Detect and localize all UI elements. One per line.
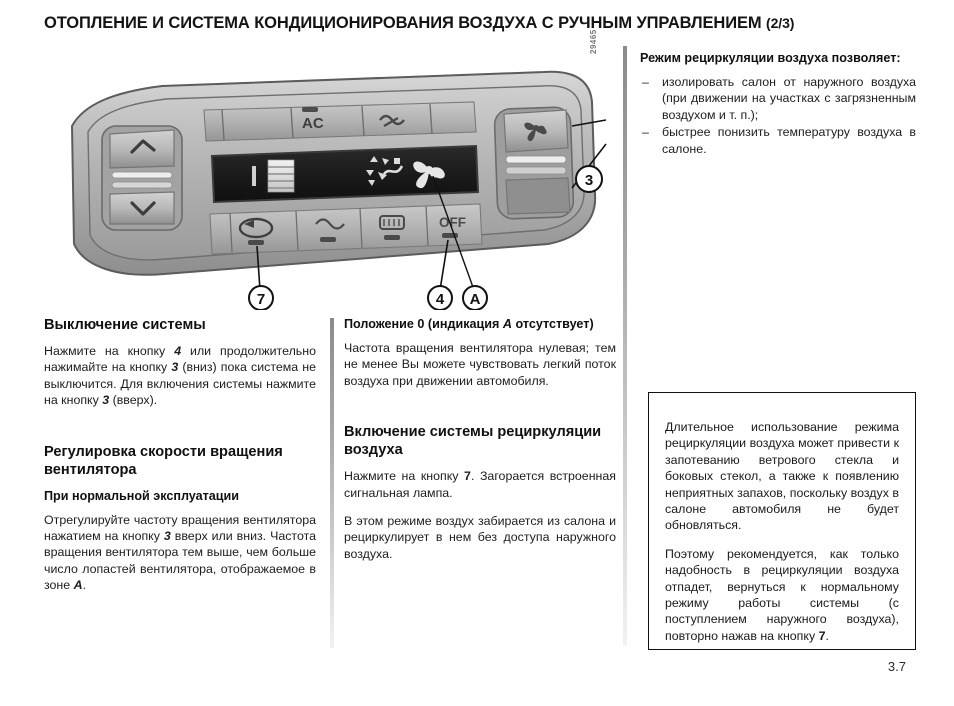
- right-rocker-down-button[interactable]: [506, 178, 570, 214]
- spacer: [44, 421, 316, 443]
- txt: Поэтому рекомендуется, как только надобность в рециркуляции воздуха отпадет, вернуться к нормальному режиму работы системы (с поступлением наружного воздуха), повторно нажав на кнопку: [665, 546, 899, 643]
- txt: вверх или вниз. Частота вращения вентилятора тем выше, чем больше число лопастей вентилятора, отображаемое в зоне: [44, 529, 317, 593]
- right-rocker-switch[interactable]: [494, 107, 574, 220]
- txt: (вверх).: [109, 393, 158, 408]
- callout-4-label: 4: [435, 291, 445, 308]
- callout-7: [249, 286, 273, 310]
- txt: .: [825, 628, 829, 643]
- left-rocker-switch[interactable]: [102, 126, 182, 230]
- ac-button-label: AC: [302, 115, 324, 132]
- page-title: [44, 14, 934, 33]
- middle-text-column: [344, 316, 616, 562]
- zone-ref-a2: A: [502, 317, 512, 331]
- heading-recirculation-mode: Режим рециркуляции воздуха позволяет:: [640, 51, 901, 65]
- txt: (вниз) пока система не выключится. Для включения системы нажмите на кнопку: [44, 360, 316, 408]
- txt: Отрегулируйте частоту вращения вентилятора нажатием на кнопку: [44, 512, 316, 544]
- page-title-indicator: (2/3): [766, 15, 795, 31]
- callout-7-label: 7: [256, 291, 266, 308]
- callout-3-label: 3: [584, 172, 594, 189]
- list-item-text: изолировать салон от наружного воздуха (при движении на участках с загрязненным воздухом и т. п.);: [662, 75, 916, 122]
- warning-paragraph-1: Длительное использование режима рециркуляции воздуха может привести к запотеванию ветрового стекла и боковых стекол, а также к появлению неприятных запахов, поскольку воздух в салоне автомобиля не будет обновляться.: [665, 420, 899, 533]
- climate-control-figure: [44, 29, 616, 310]
- paragraph-system-shutdown: [44, 343, 316, 409]
- txt: или продолжительно нажимайте на кнопку: [44, 344, 316, 375]
- right-rocker-rib-upper: [506, 156, 566, 163]
- rocker-rib-lower: [112, 182, 172, 188]
- spacer: [344, 401, 616, 423]
- paragraph-fan-speed: [44, 512, 316, 594]
- paragraph-enable-recirculation: [344, 468, 616, 501]
- callout-3: [576, 166, 602, 192]
- bullet-dash: –: [642, 125, 649, 140]
- button-ref-3: 3: [171, 360, 179, 375]
- txt: Положение 0 (индикация: [344, 317, 503, 331]
- right-rocker-rib-lower: [506, 167, 566, 174]
- heading-fan-speed-adjustment: Регулировка скорости вращения вентилятора: [44, 443, 283, 478]
- callout-4: [428, 286, 452, 310]
- callout-a-label: A: [469, 291, 481, 308]
- button-ref-3c: 3: [163, 529, 171, 544]
- recirculation-benefits-list: [640, 74, 916, 157]
- page-number: 3.7: [887, 659, 906, 674]
- figure-reference-code: 29465: [589, 29, 598, 54]
- left-text-column: [44, 316, 316, 594]
- left-rocker-down-button[interactable]: [110, 192, 174, 224]
- heading-position-zero: [344, 316, 616, 332]
- paragraph-position-zero: Частота вращения вентилятора нулевая; тем не менее Вы можете чувствовать легкий поток воздуха при движении автомобиля.: [344, 341, 616, 388]
- txt: Нажмите на кнопку: [344, 469, 465, 484]
- column-divider-middle: [330, 318, 334, 648]
- page-title-text: ОТОПЛЕНИЕ И СИСТЕМА КОНДИЦИОНИРОВАНИЯ ВОЗДУХА С РУЧНЫМ УПРАВЛЕНИЕМ: [44, 14, 762, 32]
- warning-box: [648, 392, 916, 650]
- txt: Нажмите на кнопку: [44, 344, 175, 358]
- control-panel-illustration: [44, 48, 616, 310]
- txt: . Загорается встроенная сигнальная лампа.: [344, 469, 616, 500]
- paragraph-recirculation-detail: В этом режиме воздух забирается из салона и рециркулирует в нем без доступа наружного воздуха.: [344, 514, 616, 561]
- temperature-marker: [252, 166, 256, 186]
- rocker-rib-upper: [112, 172, 172, 178]
- bullet-dash: –: [642, 75, 649, 89]
- list-item: [640, 124, 916, 157]
- left-rocker-up-button[interactable]: [110, 130, 174, 168]
- button-ref-7: 7: [464, 469, 471, 484]
- rear-screen-led: [384, 235, 400, 240]
- ac-indicator-led: [302, 107, 318, 112]
- list-item-text: быстрее понизить температуру воздуха в салоне.: [662, 125, 916, 156]
- txt: .: [82, 578, 87, 593]
- button-ref-7b: 7: [818, 628, 826, 643]
- subheading-normal-operation: При нормальной эксплуатации: [44, 488, 240, 503]
- max-demist-led: [320, 237, 336, 242]
- button-ref-4: 4: [174, 344, 182, 358]
- recirculation-led: [248, 240, 264, 245]
- button-ref-3b: 3: [102, 393, 110, 408]
- off-button-label: OFF: [439, 215, 466, 230]
- heading-system-shutdown: Выключение системы: [44, 317, 206, 333]
- zone-ref-a: A: [73, 578, 83, 593]
- callout-a: [463, 286, 487, 310]
- list-item: [640, 74, 916, 123]
- fan-speed-bargraph-zone-a: [268, 160, 294, 192]
- right-text-column: [640, 50, 916, 158]
- heading-enable-recirculation: Включение системы рециркуляции воздуха: [344, 424, 602, 459]
- warning-paragraph-2: [665, 546, 899, 644]
- column-divider-right: [623, 46, 627, 646]
- txt: отсутствует): [511, 317, 594, 331]
